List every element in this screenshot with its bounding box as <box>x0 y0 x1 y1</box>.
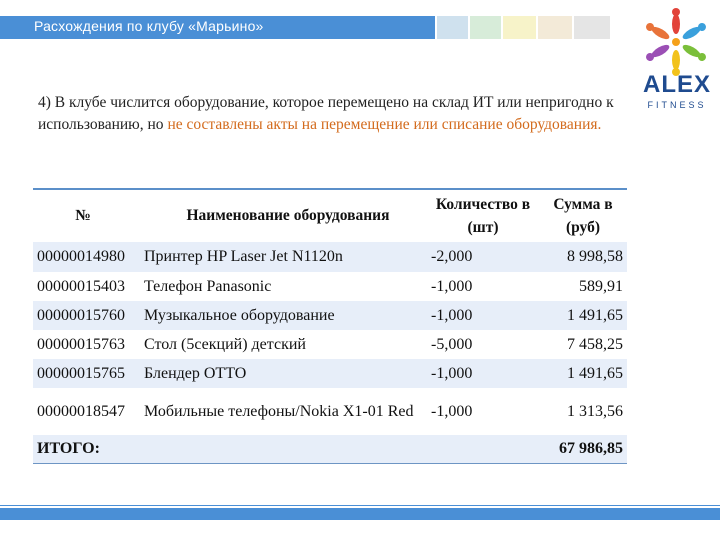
cell-name: Стол (5секций) детский <box>144 335 306 353</box>
table-row <box>33 272 627 301</box>
cell-name: Музыкальное оборудование <box>144 306 335 324</box>
cell-sum: 1 491,65 <box>567 364 623 382</box>
logo-wordmark: ALEX <box>642 71 711 98</box>
total-label: ИТОГО: <box>37 440 100 457</box>
cell-quantity: -2,000 <box>431 248 473 265</box>
header-quantity: Количество в (шт) <box>435 196 531 236</box>
table-bottom-border <box>33 463 627 464</box>
cell-sum: 1 313,56 <box>567 402 623 420</box>
cell-number: 00000015760 <box>37 306 125 324</box>
header-number: № <box>75 207 91 224</box>
paragraph-highlight: не составлены акты на перемещение или списание оборудования. <box>167 116 602 133</box>
cell-quantity: -1,000 <box>431 277 473 295</box>
cell-number: 00000014980 <box>37 248 125 265</box>
cell-quantity: -1,000 <box>431 306 473 324</box>
header-name: Наименование оборудования <box>186 207 390 224</box>
table-header <box>33 190 627 242</box>
cell-number: 00000018547 <box>37 402 125 420</box>
title-bar-segment <box>437 16 468 39</box>
slide-title: Расхождения по клубу «Марьино» <box>34 18 264 34</box>
cell-sum: 7 458,25 <box>567 335 623 353</box>
cell-number: 00000015403 <box>37 277 125 295</box>
total-sum: 67 986,85 <box>559 440 623 457</box>
paragraph-text: 4) В клубе числится оборудование, которое перемещено на склад ИТ или непригодно к использованию, но <box>38 94 614 133</box>
cell-quantity: -1,000 <box>431 402 473 420</box>
title-bar-segment <box>470 16 501 39</box>
cell-number: 00000015765 <box>37 364 125 382</box>
description-paragraph <box>38 92 628 136</box>
cell-sum: 8 998,58 <box>567 248 623 265</box>
title-bar-segment <box>538 16 572 39</box>
cell-name: Телефон Panasonic <box>144 277 272 295</box>
header-sum: Сумма в (руб) <box>553 196 613 236</box>
cell-name: Блендер ОТТО <box>144 364 247 382</box>
cell-name: Принтер HP Laser Jet N1120n <box>144 248 343 265</box>
footer-bar <box>0 508 720 520</box>
title-bar-segment <box>503 16 536 39</box>
table-row <box>33 388 627 435</box>
cell-sum: 589,91 <box>579 277 623 295</box>
table-row <box>33 242 627 272</box>
cell-sum: 1 491,65 <box>567 306 623 324</box>
cell-quantity: -1,000 <box>431 364 473 382</box>
table-row <box>33 359 627 388</box>
title-bar-segment <box>574 16 610 39</box>
cell-number: 00000015763 <box>37 335 125 353</box>
table-row <box>33 301 627 330</box>
cell-quantity: -5,000 <box>431 335 473 353</box>
footer-line <box>0 505 720 506</box>
cell-name: Мобильные телефоны/Nokia X1-01 Red <box>144 402 414 420</box>
table-total-row <box>33 435 627 463</box>
table-row <box>33 330 627 359</box>
logo-subtitle: FITNESS <box>647 100 707 110</box>
